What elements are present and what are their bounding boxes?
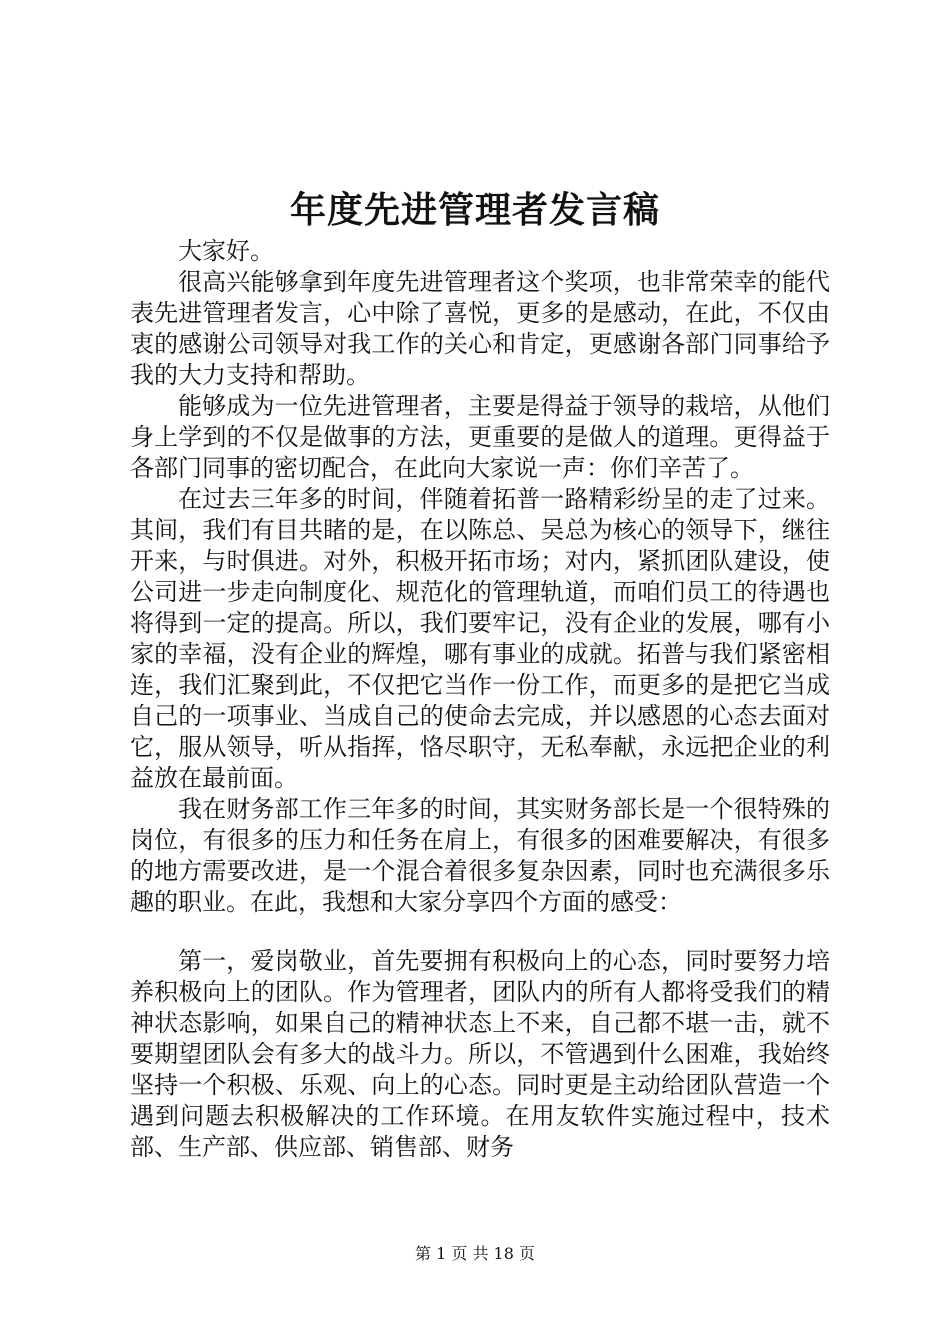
page-number-footer: 第 1 页 共 18 页 <box>415 1244 535 1263</box>
paragraph-company-history: 在过去三年多的时间，伴随着拓普一路精彩纷呈的走了过来。其间，我们有目共睹的是，在以陈总、吴总为核心的领导下，继往开来，与时俱进。对外，积极开拓市场；对内，紧抓团队建设，使公司进一步走向制度化、规范化的管理轨道，而咱们员工的待遇也将得到一定的提高。所以，我们要牢记，没有企业的发展，哪有小家的幸福，没有企业的辉煌，哪有事业的成就。拓普与我们紧密相连，我们汇聚到此，不仅把它当作一份工作，而更多的是把它当成自己的一项事业、当成自己的使命去完成，并以感恩的心态去面对它，服从领导，听从指挥，恪尽职守，无私奉献，永远把企业的利益放在最前面。 <box>130 485 830 792</box>
paragraph-point-one: 第一，爱岗敬业，首先要拥有积极向上的心态，同时要努力培养积极向上的团队。作为管理者，团队内的所有人都将受我们的精神状态影响，如果自己的精神状态上不来，自己都不堪一击，就不要期望团队会有多大的战斗力。所以，不管遇到什么困难，我始终坚持一个积极、乐观、向上的心态。同时更是主动给团队营造一个遇到问题去积极解决的工作环境。在用友软件实施过程中，技术部、生产部、供应部、销售部、财务 <box>130 947 830 1161</box>
paragraph-finance-role: 我在财务部工作三年多的时间，其实财务部长是一个很特殊的岗位，有很多的压力和任务在肩上，有很多的困难要解决，有很多的地方需要改进，是一个混合着很多复杂因素，同时也充满很多乐趣的职业。在此，我想和大家分享四个方面的感受： <box>130 795 830 916</box>
document-title: 年度先进管理者发言稿 <box>289 189 660 231</box>
document-body <box>130 236 830 1163</box>
paragraph-thanks: 很高兴能够拿到年度先进管理者这个奖项，也非常荣幸的能代表先进管理者发言，心中除了喜悦，更多的是感动，在此，不仅由衷的感谢公司领导对我工作的关心和肯定，更感谢各部门同事给予我的大力支持和帮助。 <box>130 268 830 389</box>
paragraph-gratitude: 能够成为一位先进管理者，主要是得益于领导的栽培，从他们身上学到的不仅是做事的方法，更重要的是做人的道理。更得益于各部门同事的密切配合，在此向大家说一声：你们辛苦了。 <box>130 392 830 482</box>
paragraph-greeting: 大家好。 <box>178 237 274 265</box>
